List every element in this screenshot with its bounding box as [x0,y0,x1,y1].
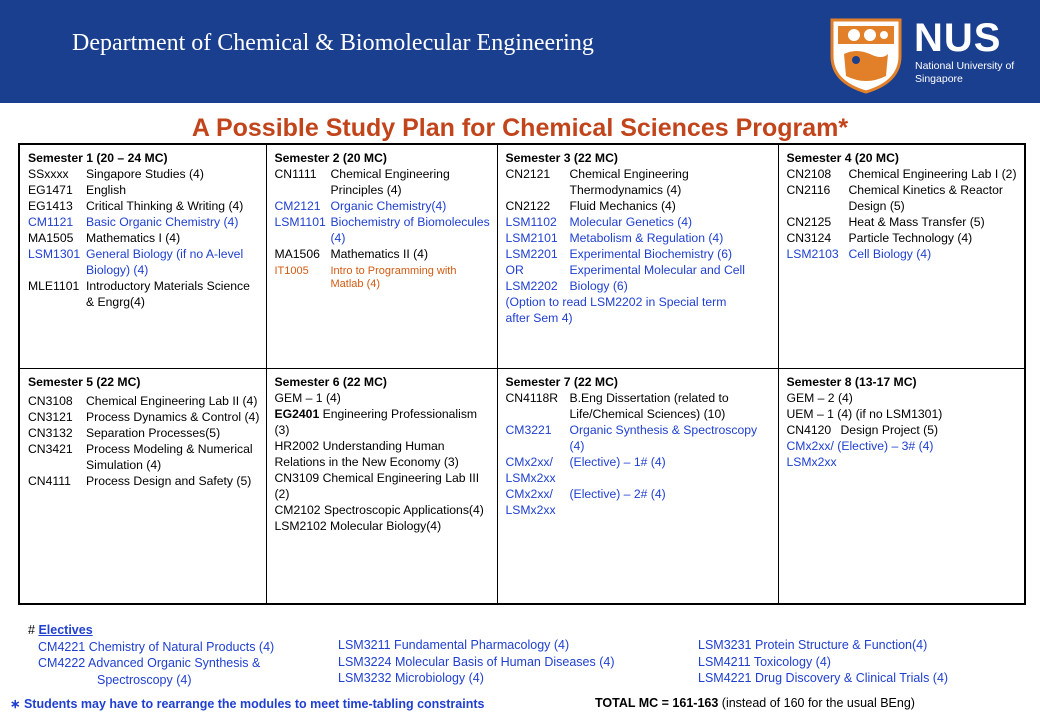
module-row [275,246,491,262]
module-row [28,214,260,230]
module-row [506,214,772,230]
module-code: EG1471 [28,183,73,197]
module-row [28,230,260,246]
module-code: MA1506 [274,247,320,261]
module-line: HR2002 Understanding Human Relations in the New Economy (3) [274,439,459,469]
module-line: UEM – 1 (4) (if no LSM1301) [786,407,943,421]
department-name: Department of Chemical & Biomolecular Engineering [72,30,594,56]
module-title: Mathematics II (4) [330,247,429,261]
module-title: English [86,183,126,197]
electives-column-3 [698,637,948,687]
module-title: Chemical Engineering Lab II (4) [86,394,258,408]
module-row [28,409,260,425]
module-code: CN3421 [28,442,73,456]
module-row [506,166,772,198]
module-row [506,246,772,262]
total-mc-value: TOTAL MC = 161-163 [595,696,719,710]
module-title: Engineering Professionalism (3) [274,407,478,437]
module-title: Cell Biology (4) [848,247,932,261]
module-title: Separation Processes(5) [86,426,221,440]
module-row [28,393,260,409]
module-row [275,265,491,291]
module-title: Biochemistry of Biomolecules (4) [330,215,490,245]
module-code: LSM2103 [786,247,839,261]
module-code: EG2401 [274,407,320,421]
module-title: Singapore Studies (4) [86,167,204,181]
module-title: Experimental Molecular and Cell Biology (6) [569,263,745,293]
elective-item: LSM3211 Fundamental Pharmacology (4) [338,638,570,652]
module-row [275,214,491,246]
module-code: CN1111 [274,167,317,181]
module-row [275,166,491,198]
module-row [787,166,1019,182]
module-code: LSM1102 [505,215,557,229]
module-row [787,214,1019,230]
module-line: GEM – 1 (4) [274,391,341,405]
module-row [787,182,1019,214]
semester-4-cell [778,144,1025,369]
module-title: Chemical Kinetics & Reactor Design (5) [848,183,1003,213]
semester-2-heading: Semester 2 (20 MC) [274,151,387,165]
nus-crest-icon [826,14,906,94]
module-line: LSMx2xx [786,455,837,469]
module-code: CN2116 [786,183,831,197]
nus-logo [826,14,1016,94]
module-code: LSM1301 [28,247,81,261]
module-title: Intro to Programming with Matlab (4) [330,265,457,290]
semester-1-cell [19,144,266,369]
module-code: CM1121 [28,215,74,229]
total-mc [595,696,915,710]
electives-hash: # [28,623,35,637]
module-row [28,441,260,473]
electives-column-1 [28,622,274,688]
nus-logo-text: NUS [914,16,1002,60]
semester-1-heading: Semester 1 (20 – 24 MC) [28,151,168,165]
module-title: Molecular Genetics (4) [569,215,693,229]
semester-8-cell [778,369,1025,605]
module-title: Introductory Materials Science & Engrg(4) [86,279,250,309]
semester-3-heading: Semester 3 (22 MC) [505,151,618,165]
module-code: LSM1101 [274,215,326,229]
module-code: CN2121 [505,167,551,181]
nus-logo-subtitle: National University of Singapore [915,60,1015,85]
semester-3-cell [497,144,778,369]
module-title: Basic Organic Chemistry (4) [86,215,239,229]
module-title: Chemical Engineering Lab I (2) [848,167,1017,181]
module-row [28,182,260,198]
module-title: General Biology (if no A-level Biology) (4) [86,247,244,277]
module-code: LSM2201 [505,247,558,261]
module-code: CM3221 [505,423,552,437]
module-code: CN3121 [28,410,73,424]
page-title: A Possible Study Plan for Chemical Sciences Program* [191,114,849,142]
module-row [506,198,772,214]
module-line: CN3109 Chemical Engineering Lab III (2) [274,471,480,501]
semester-8-heading: Semester 8 (13-17 MC) [786,375,917,389]
module-title: Experimental Biochemistry (6) [569,247,733,261]
semester-7-heading: Semester 7 (22 MC) [505,375,618,389]
semester-4-heading: Semester 4 (20 MC) [786,151,899,165]
module-title: Particle Technology (4) [848,231,973,245]
semester-5-cell [19,369,266,605]
elective-item: Spectroscopy (4) [97,672,192,687]
module-line: CM2102 Spectroscopic Applications(4) [274,503,484,517]
module-code: OR LSM2202 [505,263,558,293]
semester-6-heading: Semester 6 (22 MC) [274,375,387,389]
module-code: EG1413 [28,199,73,213]
elective-item: CM4221 Chemistry of Natural Products (4) [38,639,275,654]
semester-7-cell [497,369,778,605]
header-banner [0,0,1040,103]
module-title: Critical Thinking & Writing (4) [86,199,244,213]
semester-2-cell [266,144,497,369]
module-row [787,422,1019,438]
elective-item: LSM3232 Microbiology (4) [338,671,484,685]
module-title: B.Eng Dissertation (related to Life/Chemical Sciences) (10) [569,391,729,421]
module-code: CN3124 [786,231,832,245]
module-code: CN4120 [786,423,832,437]
module-code: CN3108 [28,394,73,408]
module-code: CN4111 [28,474,71,488]
module-code: CN3132 [28,426,73,440]
module-row [787,230,1019,246]
module-line: CMx2xx/ (Elective) – 3# (4) [786,439,934,453]
module-code: CM2121 [274,199,321,213]
module-title: Chemical Engineering Thermodynamics (4) [569,167,689,197]
study-plan-table [18,143,1026,605]
electives-column-2 [338,637,615,687]
module-title: Organic Chemistry(4) [330,199,447,213]
module-row [506,486,772,518]
module-row [275,198,491,214]
module-line [275,406,491,438]
semester-5-heading: Semester 5 (22 MC) [28,375,141,389]
electives-title: Electives [38,623,93,637]
module-row [28,473,260,489]
module-row [28,278,260,310]
module-title: Process Dynamics & Control (4) [86,410,260,424]
module-code: LSM2101 [505,231,558,245]
module-code: SSxxxx [28,167,69,181]
module-title: Mathematics I (4) [86,231,181,245]
module-title: Chemical Engineering Principles (4) [330,167,450,197]
module-title: Design Project (5) [840,423,939,437]
module-line: LSM2102 Molecular Biology(4) [274,519,442,533]
module-row [506,262,772,294]
elective-item: LSM3231 Protein Structure & Function(4) [698,638,928,652]
module-row [28,198,260,214]
module-title: Process Design and Safety (5) [86,474,252,488]
module-title: (Elective) – 1# (4) [569,455,666,469]
module-row [787,246,1019,262]
elective-item: LSM4221 Drug Discovery & Clinical Trials (4) [698,671,949,685]
module-title: Metabolism & Regulation (4) [569,231,724,245]
module-code: MLE1101 [28,279,80,293]
module-code: CN2108 [786,167,832,181]
module-title: Fluid Mechanics (4) [569,199,676,213]
module-row [506,230,772,246]
module-title: Process Modeling & Numerical Simulation (4) [86,442,253,472]
module-code: CN2125 [786,215,832,229]
module-row [506,390,772,422]
module-row [28,425,260,441]
module-code: CN4118R [505,391,559,405]
module-code: CMx2xx/ LSMx2xx [505,455,556,485]
elective-item: LSM3224 Molecular Basis of Human Diseases (4) [338,654,615,669]
module-code: CMx2xx/ LSMx2xx [505,487,556,517]
elective-item: CM4222 Advanced Organic Synthesis & [38,656,261,670]
module-code: MA1505 [28,231,74,245]
module-code: CN2122 [505,199,551,213]
elective-item: LSM4211 Toxicology (4) [698,654,831,669]
module-row [28,166,260,182]
timetable-note: ∗ Students may have to rearrange the modules to meet time-tabling constraints [10,697,485,711]
module-title: Organic Synthesis & Spectroscopy (4) [569,423,758,453]
module-title: (Elective) – 2# (4) [569,487,666,501]
module-title: Heat & Mass Transfer (5) [848,215,985,229]
special-term-note: (Option to read LSM2202 in Special term after Sem 4) [505,295,727,325]
module-row [506,454,772,486]
module-row [28,246,260,278]
semester-6-cell [266,369,497,605]
total-mc-remark: (instead of 160 for the usual BEng) [718,696,915,710]
module-code: IT1005 [274,265,309,277]
module-line: GEM – 2 (4) [786,391,853,405]
module-row [506,422,772,454]
